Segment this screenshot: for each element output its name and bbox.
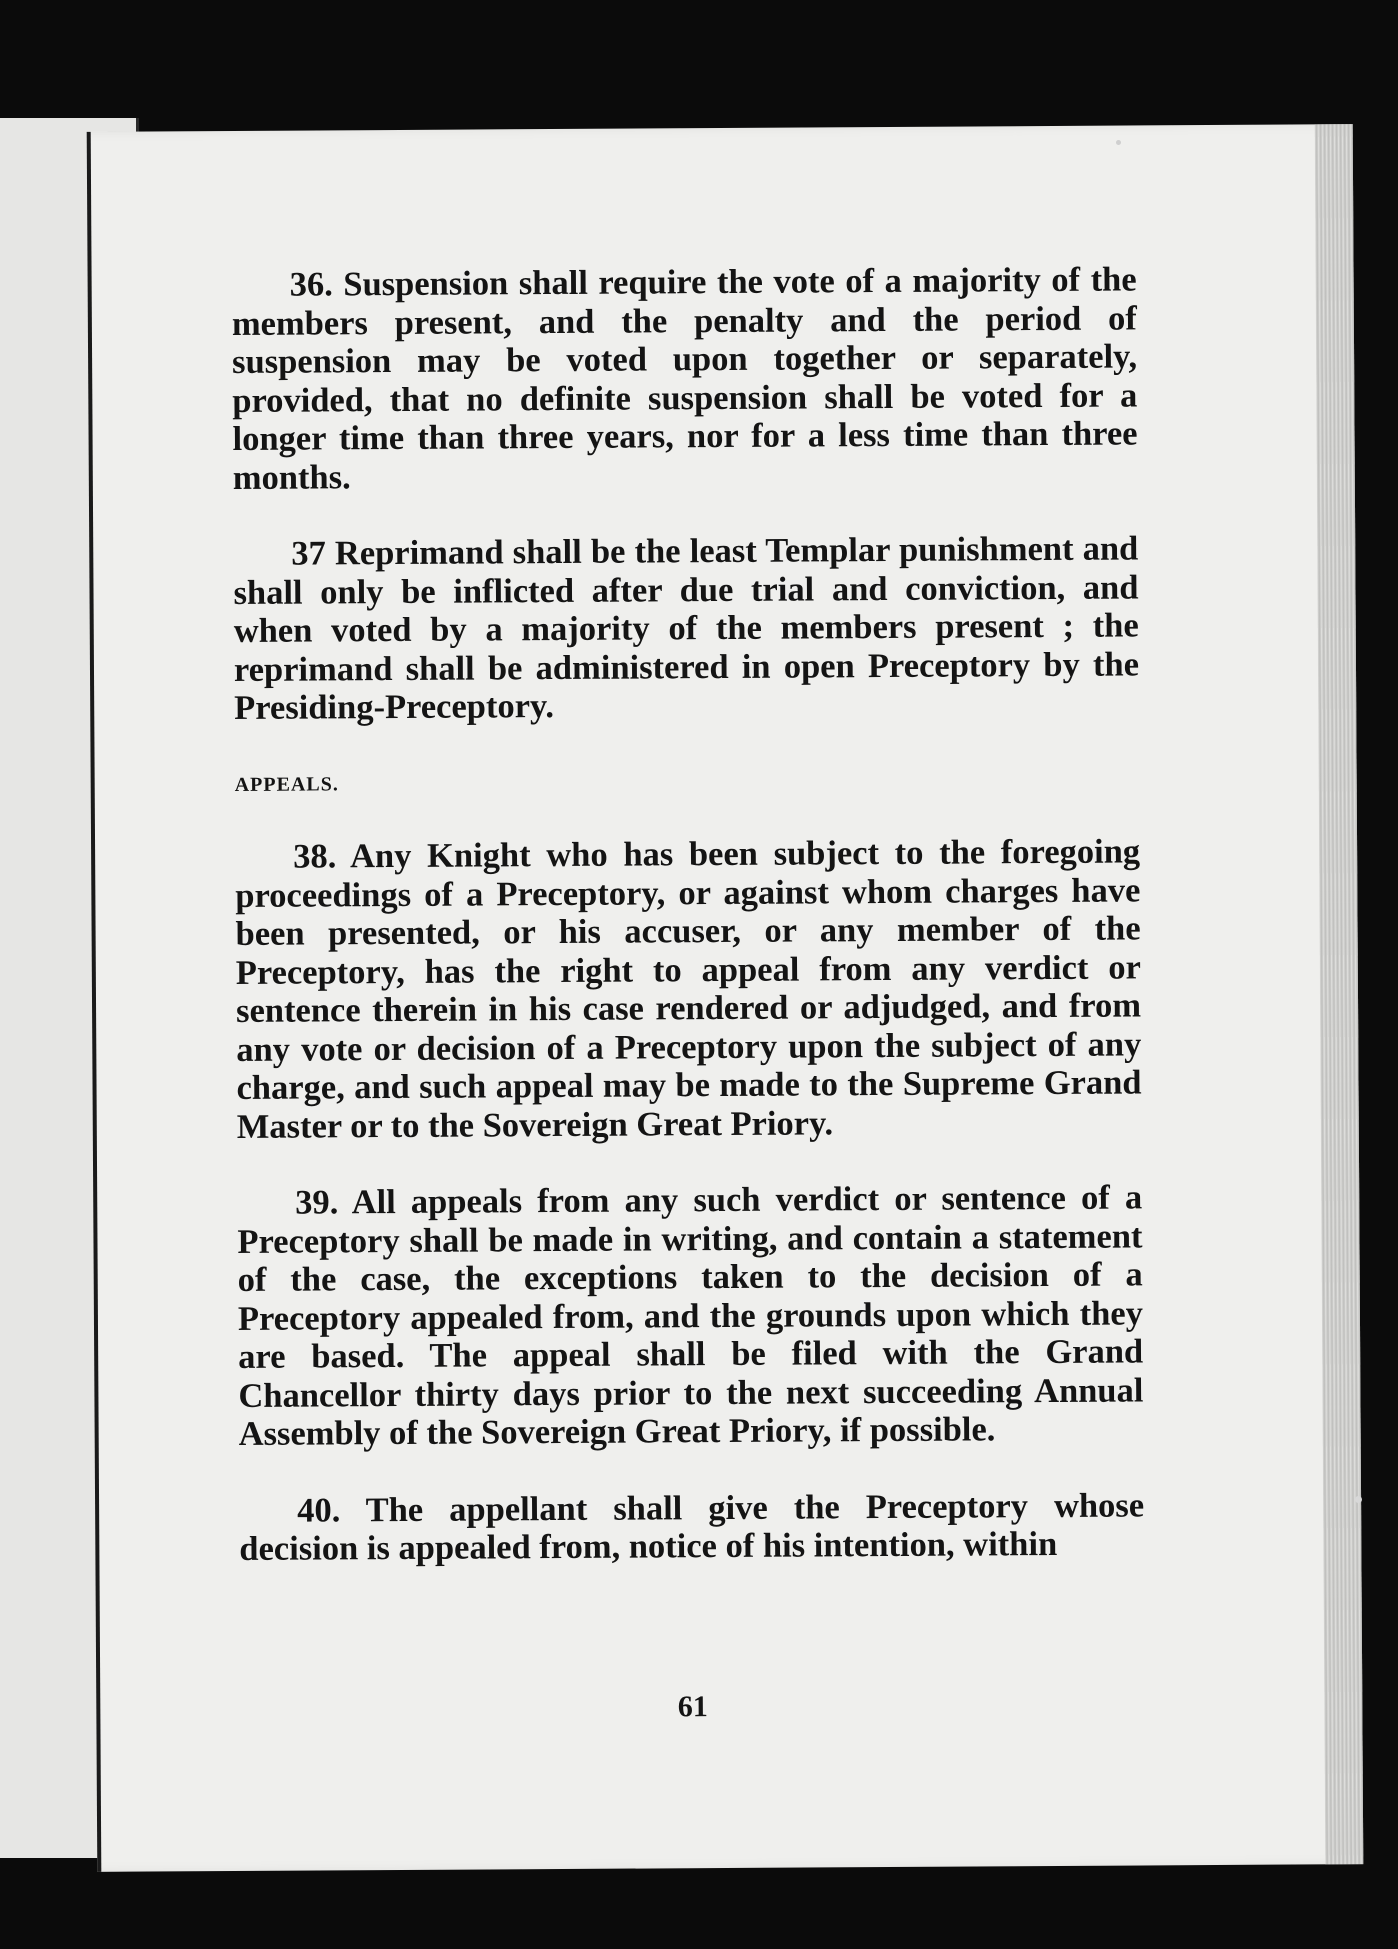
page-number: 61 — [677, 1690, 708, 1724]
paragraph-38: 38. Any Knight who has been subject to the foregoing proceedings of a Preceptory, or against whom charges have been presented, or his accuser, or any member of the Preceptory, has the right to appeal from any verdict or sentence therein in his case rendered or adjudged, and from any vote or decision of a Preceptory upon the subject of any charge, and such appeal may be made to the Supreme Grand Master or to the Sovereign Great Priory. — [235, 832, 1142, 1146]
scan-speck — [1116, 140, 1121, 145]
page-fore-edge — [1315, 124, 1364, 1864]
paragraph-40: 40. The appellant shall give the Preceptory whose decision is appealed from, notice of his intention, within — [239, 1485, 1145, 1568]
paragraph-36: 36. Suspension shall require the vote of a majority of the members present, and the penalty and the period of suspension may be voted upon together or separately, provided, that no definite suspension shall be voted for a longer time than three years, nor for a less time than three months. — [231, 260, 1138, 497]
section-heading-appeals: APPEALS. — [234, 772, 339, 796]
page-text — [232, 260, 1145, 1606]
paragraph-37: 37 Reprimand shall be the least Templar punishment and shall only be inflicted after due trial and conviction, and when voted by a majority of the members present ; the reprimand shall be administered in open Preceptory by the Presiding-Preceptory. — [233, 529, 1140, 727]
paragraph-39: 39. All appeals from any such verdict or sentence of a Preceptory shall be made in writing, and contain a statement of the case, the exceptions taken to the decision of a Preceptory appealed from, and the grounds upon which they are based. The appeal shall be filed with the Grand Chancellor thirty days prior to the next succeeding Annual Assembly of the Sovereign Great Priory, if possible. — [237, 1178, 1144, 1453]
scan-speck — [1355, 1496, 1362, 1503]
book-page — [87, 124, 1364, 1872]
